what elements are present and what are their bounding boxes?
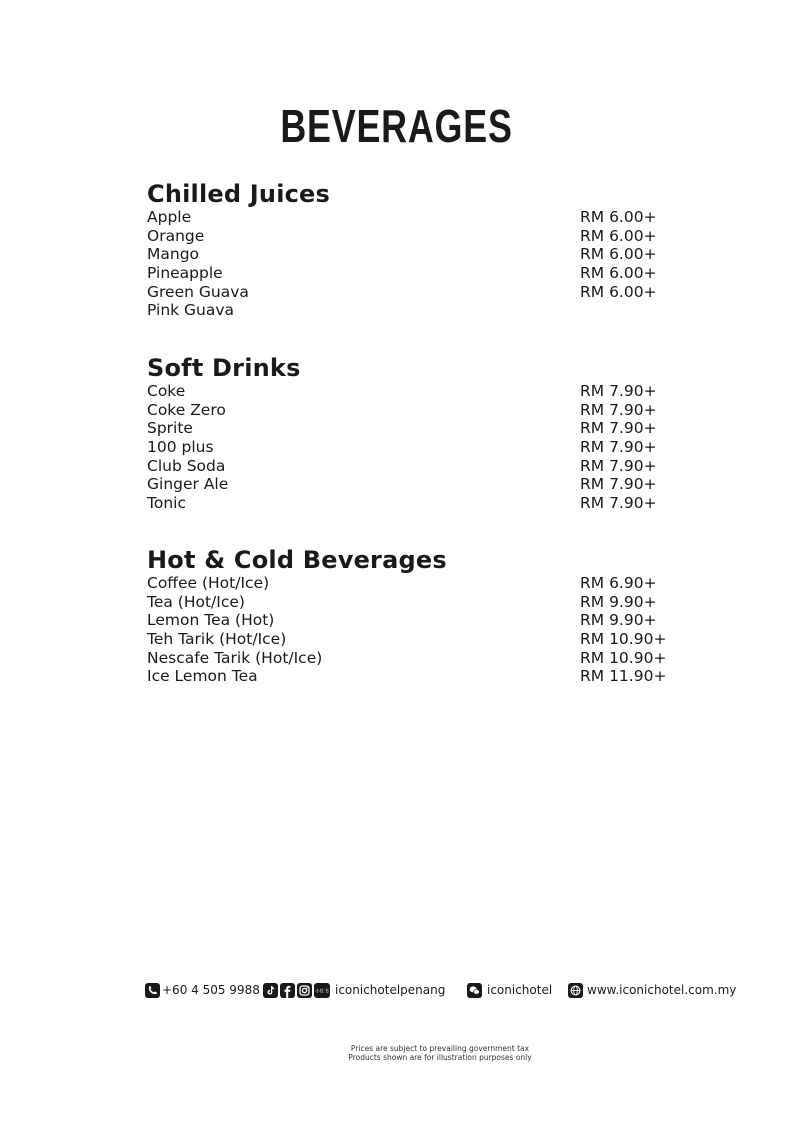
menu-item — [147, 245, 667, 264]
phone-number: +60 4 505 9988 — [162, 983, 260, 997]
menu-item — [147, 475, 667, 494]
menu-item — [147, 630, 667, 649]
item-name: Sprite — [147, 419, 193, 438]
phone-contact[interactable] — [145, 980, 260, 1000]
xiaohongshu-label: 小红书 — [315, 989, 329, 994]
menu-item — [147, 227, 667, 246]
item-name: Nescafe Tarik (Hot/Ice) — [147, 648, 323, 667]
menu-item — [147, 401, 667, 420]
tiktok-icon[interactable] — [263, 983, 278, 998]
item-name: Orange — [147, 226, 205, 245]
wechat-icon — [467, 983, 482, 998]
menu-item — [147, 574, 667, 593]
menu-item — [147, 301, 667, 320]
wechat-id: iconichotel — [487, 983, 553, 997]
item-price: RM 7.90+ — [580, 419, 657, 438]
section-heading: Hot & Cold Beverages — [147, 546, 447, 574]
item-name: Coke — [147, 382, 186, 400]
item-price: RM 7.90+ — [580, 494, 657, 513]
menu-item — [147, 283, 667, 302]
item-name: Teh Tarik (Hot/Ice) — [147, 630, 287, 649]
tax-note: Prices are subject to prevailing government tax — [350, 1044, 530, 1053]
social-links[interactable] — [263, 980, 445, 1000]
menu-item — [147, 419, 667, 438]
website-url: www.iconichotel.com.my — [587, 983, 737, 997]
wechat-contact[interactable] — [467, 980, 552, 1000]
item-price: RM 6.00+ — [580, 226, 657, 245]
item-name: Ice Lemon Tea — [147, 667, 258, 686]
xiaohongshu-icon[interactable] — [314, 983, 330, 998]
item-name: Coke Zero — [147, 400, 226, 419]
item-price: RM 7.90+ — [580, 456, 657, 475]
instagram-icon[interactable] — [297, 983, 312, 998]
item-price: RM 11.90+ — [580, 667, 667, 686]
item-name: Lemon Tea (Hot) — [147, 611, 275, 630]
item-name: Tonic — [147, 494, 186, 513]
item-price: RM 6.90+ — [580, 574, 657, 592]
item-name: Pink Guava — [147, 301, 235, 320]
disclaimer — [0, 1044, 793, 1062]
item-name: 100 plus — [147, 438, 214, 457]
menu-item — [147, 457, 667, 476]
item-price: RM 10.90+ — [580, 630, 667, 649]
item-price: RM 9.90+ — [580, 592, 657, 611]
item-name: Pineapple — [147, 264, 223, 283]
website-link[interactable] — [568, 980, 736, 1000]
menu-item — [147, 382, 667, 401]
item-price: RM 10.90+ — [580, 648, 667, 667]
menu-item — [147, 494, 667, 513]
social-handle: iconichotelpenang — [335, 983, 446, 997]
contact-footer — [145, 980, 745, 1002]
section-heading: Soft Drinks — [147, 354, 301, 382]
section-chilled-juices — [147, 180, 667, 320]
menu-item — [147, 208, 667, 227]
menu-item — [147, 264, 667, 283]
item-price: RM 9.90+ — [580, 611, 657, 630]
menu-item — [147, 611, 667, 630]
item-price: RM 6.00+ — [580, 264, 657, 283]
item-price: RM 6.00+ — [580, 208, 657, 226]
menu-item — [147, 438, 667, 457]
menu-item — [147, 649, 667, 668]
item-name: Club Soda — [147, 456, 226, 475]
menu-item — [147, 667, 667, 686]
phone-icon — [145, 983, 160, 998]
item-name: Green Guava — [147, 282, 249, 301]
item-price: RM 7.90+ — [580, 475, 657, 494]
facebook-icon[interactable] — [280, 983, 295, 998]
menu-item — [147, 593, 667, 612]
item-price: RM 7.90+ — [580, 400, 657, 419]
item-name: Tea (Hot/Ice) — [147, 592, 245, 611]
item-name: Coffee (Hot/Ice) — [147, 574, 270, 592]
globe-icon — [568, 983, 583, 998]
item-name: Ginger Ale — [147, 475, 229, 494]
item-price: RM 6.00+ — [580, 282, 657, 301]
page-title: BEVERAGES — [280, 100, 513, 152]
section-hot-cold-beverages — [147, 546, 667, 686]
illustration-note: Products shown are for illustration purposes only — [348, 1053, 532, 1062]
section-soft-drinks — [147, 354, 667, 513]
item-price: RM 7.90+ — [580, 438, 657, 457]
item-price: RM 6.00+ — [580, 245, 657, 264]
item-name: Apple — [147, 208, 192, 226]
item-name: Mango — [147, 245, 200, 264]
item-price: RM 7.90+ — [580, 382, 657, 400]
section-heading: Chilled Juices — [147, 180, 331, 208]
